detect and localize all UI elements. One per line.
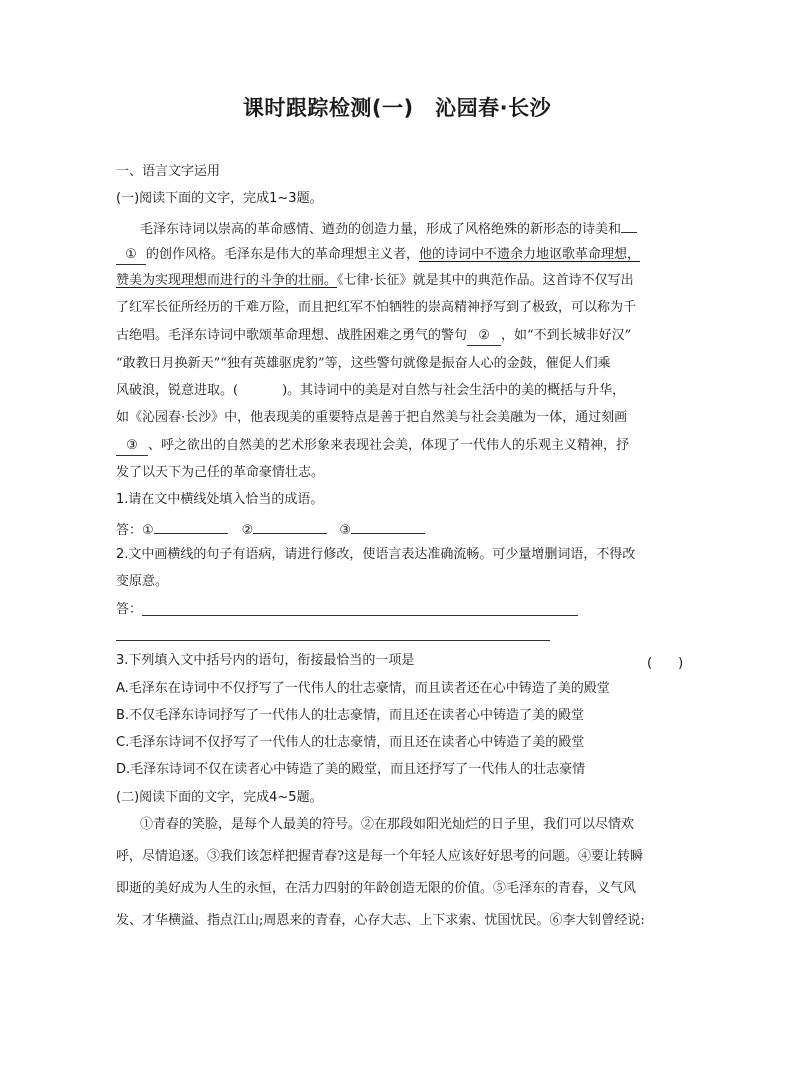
- passage-text: 风破浪，锐意进取。(: [116, 383, 239, 398]
- answer-parentheses[interactable]: ( ): [647, 656, 684, 671]
- passage-line-5: [116, 327, 631, 346]
- answer-blank-3[interactable]: [351, 519, 425, 534]
- passage-text: ，如“不到长城非好汉”: [501, 328, 632, 343]
- passage-line-3: [116, 272, 634, 290]
- passage-text: )。其诗词中的美是对自然与社会生活中的美的概括与升华，: [282, 383, 626, 398]
- passage-text: 《七律·长征》就是其中的典范作品。这首诗不仅写出: [337, 273, 634, 288]
- question-2-line-1: 2.文中画横线的句子有语病，请进行修改，使语言表达准确流畅。可少量增删词语，不得改: [116, 547, 636, 562]
- passage2-line-2: 呼，尽情追逐。③我们该怎样把握青春?这是每一个年轻人应该好好思考的问题。④要让转瞬: [116, 849, 643, 864]
- passage-line-1: [140, 218, 637, 239]
- section-heading: 一、语言文字运用: [116, 164, 221, 179]
- passage-line-6: “敢教日月换新天”“独有英雄驱虎豹”等，这些警句就像是振奋人心的金鼓，催促人们乘: [116, 356, 611, 371]
- passage-text: 的创作风格。毛泽东是伟大的革命理想主义者，: [146, 247, 420, 262]
- passage-line-2: [116, 246, 640, 265]
- blank-2-marker: ②: [467, 327, 501, 346]
- answer-line-1[interactable]: [142, 615, 578, 616]
- option-d[interactable]: D.毛泽东诗词不仅在读者心中铸造了美的殿堂，而且还抒写了一代伟人的壮志豪情: [116, 762, 586, 777]
- passage-line-8: 如《沁园春·长沙》中，他表现美的重要特点是善于把自然美与社会美融为一体，通过刻画: [116, 410, 628, 425]
- answer-label: 答：: [116, 523, 143, 538]
- passage-line-9: [116, 437, 629, 456]
- question-1: 1.请在文中横线处填入恰当的成语。: [116, 492, 324, 507]
- passage-text: 古绝唱。毛泽东诗词中歌颂革命理想、战胜困难之勇气的警句: [116, 328, 468, 343]
- answer-line-2[interactable]: [116, 640, 550, 641]
- answer-marker-1: ①: [142, 523, 154, 538]
- part1-intro: (一)阅读下面的文字，完成1~3题。: [116, 191, 323, 206]
- option-b[interactable]: B.不仅毛泽东诗词抒写了一代伟人的壮志豪情，而且还在读者心中铸造了美的殿堂: [116, 708, 585, 723]
- blank-1-start: [621, 218, 637, 233]
- page-title: 课时跟踪检测(一) 沁园春·长沙: [242, 96, 552, 120]
- answer-marker-3: ③: [339, 523, 351, 538]
- option-c[interactable]: C.毛泽东诗词不仅抒写了一代伟人的壮志豪情，而且还在读者心中铸造了美的殿堂: [116, 735, 585, 750]
- passage-text: 、呼之欲出的自然美的艺术形象来表现社会美，体现了一代伟人的乐观主义精神，抒: [148, 438, 630, 453]
- question-2-line-2: 变原意。: [116, 574, 169, 589]
- passage2-line-4: 发、才华横溢、指点江山;周恩来的青春，心存大志、上下求索、忧国忧民。⑥李大钊曾经说:: [116, 913, 645, 928]
- passage-line-10: 发了以天下为己任的革命豪情壮志。: [116, 465, 325, 480]
- part2-intro: (二)阅读下面的文字，完成4~5题。: [116, 790, 323, 805]
- underlined-sentence: 赞美为实现理想而进行的斗争的壮丽。: [116, 273, 338, 288]
- passage2-line-3: 即逝的美好成为人生的永恒，在活力四射的年龄创造无限的价值。⑤毛泽东的青春，义气风: [116, 881, 637, 896]
- question-3: 3.下列填入文中括号内的语句，衔接最恰当的一项是: [116, 653, 415, 668]
- question-1-answer: [116, 519, 425, 540]
- question-2-answer-label: 答：: [116, 602, 143, 617]
- answer-blank-1[interactable]: [154, 519, 228, 534]
- passage-line-7: [116, 382, 625, 400]
- passage-line-4: 了红军长征所经历的千难万险，而且把红军不怕牺牲的崇高精神抒写到了极致，可以称为千: [116, 300, 637, 315]
- blank-1-marker: ①: [116, 246, 146, 265]
- passage-text: 毛泽东诗词以崇高的革命感情、遒劲的创造力量，形成了风格绝殊的新形态的诗美和: [140, 222, 622, 237]
- blank-3-marker: ③: [116, 437, 148, 456]
- answer-marker-2: ②: [241, 523, 254, 538]
- underlined-sentence: 他的诗词中不遗余力地讴歌革命理想，: [419, 247, 641, 262]
- option-a[interactable]: A.毛泽东在诗词中不仅抒写了一代伟人的壮志豪情，而且读者还在心中铸造了美的殿堂: [116, 681, 610, 696]
- passage2-line-1: ①青春的笑脸，是每个人最美的符号。②在那段如阳光灿烂的日子里，我们可以尽情欢: [140, 817, 635, 832]
- answer-blank-2[interactable]: [253, 519, 327, 534]
